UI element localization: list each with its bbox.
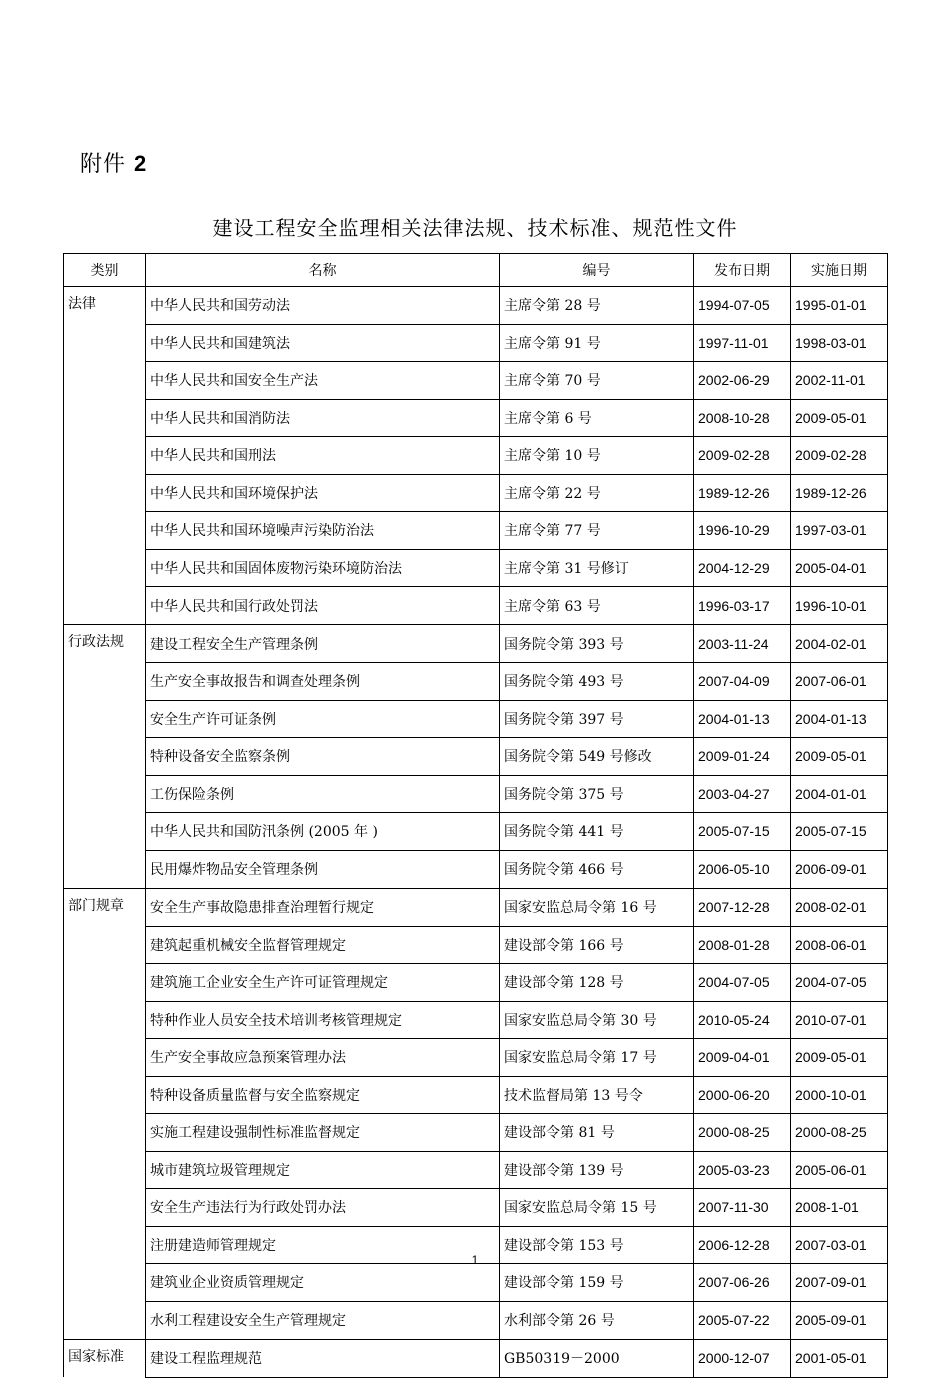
regulations-table xyxy=(63,253,888,1378)
table-row xyxy=(64,663,888,701)
cell-published: 2000-08-25 xyxy=(694,1114,791,1152)
cell-effective: 2000-08-25 xyxy=(791,1114,888,1152)
cell-name: 中华人民共和国防汛条例 (2005 年 ) xyxy=(146,813,500,851)
cell-name: 建筑施工企业安全生产许可证管理规定 xyxy=(146,964,500,1002)
table-row xyxy=(64,1301,888,1339)
table-row xyxy=(64,700,888,738)
cell-effective: 1997-03-01 xyxy=(791,512,888,550)
document-title: 建设工程安全监理相关法律法规、技术标准、规范性文件 xyxy=(212,216,738,240)
cell-code: 国家安监总局令第 17 号 xyxy=(500,1039,694,1077)
cell-code: 技术监督局第 13 号令 xyxy=(500,1076,694,1114)
cell-published: 2009-01-24 xyxy=(694,738,791,776)
cell-effective: 2004-02-01 xyxy=(791,625,888,663)
table-row xyxy=(64,399,888,437)
cell-category: 部门规章 xyxy=(64,888,146,926)
cell-effective: 2005-04-01 xyxy=(791,549,888,587)
table-header-row xyxy=(64,254,888,287)
cell-category xyxy=(64,587,146,625)
cell-category xyxy=(64,850,146,888)
table-row xyxy=(64,850,888,888)
cell-name: 中华人民共和国安全生产法 xyxy=(146,362,500,400)
cell-category xyxy=(64,964,146,1002)
cell-code: 主席令第 63 号 xyxy=(500,587,694,625)
cell-published: 2007-04-09 xyxy=(694,663,791,701)
table-row xyxy=(64,1114,888,1152)
cell-name: 特种设备安全监察条例 xyxy=(146,738,500,776)
cell-code: 主席令第 10 号 xyxy=(500,437,694,475)
cell-code: 主席令第 28 号 xyxy=(500,286,694,324)
cell-code: 建设部令第 81 号 xyxy=(500,1114,694,1152)
table-row xyxy=(64,1039,888,1077)
cell-category: 法律 xyxy=(64,286,146,324)
cell-published: 2005-07-22 xyxy=(694,1301,791,1339)
cell-name: 特种作业人员安全技术培训考核管理规定 xyxy=(146,1001,500,1039)
table-row xyxy=(64,888,888,926)
cell-effective: 2007-03-01 xyxy=(791,1226,888,1264)
table-row xyxy=(64,1264,888,1302)
cell-effective: 2008-06-01 xyxy=(791,926,888,964)
table-row xyxy=(64,1001,888,1039)
cell-category xyxy=(64,474,146,512)
cell-effective: 2010-07-01 xyxy=(791,1001,888,1039)
table-row xyxy=(64,813,888,851)
cell-effective: 2009-05-01 xyxy=(791,738,888,776)
cell-category xyxy=(64,926,146,964)
table-row xyxy=(64,1189,888,1227)
cell-code: 主席令第 31 号修订 xyxy=(500,549,694,587)
table-row xyxy=(64,587,888,625)
table-row xyxy=(64,286,888,324)
attachment-label: 附件 xyxy=(80,152,127,177)
cell-category xyxy=(64,1264,146,1302)
cell-name: 实施工程建设强制性标准监督规定 xyxy=(146,1114,500,1152)
table-row xyxy=(64,362,888,400)
cell-code: 建设部令第 153 号 xyxy=(500,1226,694,1264)
header-published: 发布日期 xyxy=(694,254,791,287)
cell-category xyxy=(64,362,146,400)
table-row xyxy=(64,1076,888,1114)
cell-name: 中华人民共和国固体废物污染环境防治法 xyxy=(146,549,500,587)
cell-effective: 1995-01-01 xyxy=(791,286,888,324)
cell-effective: 2009-05-01 xyxy=(791,399,888,437)
cell-name: 生产安全事故报告和调查处理条例 xyxy=(146,663,500,701)
cell-name: 中华人民共和国消防法 xyxy=(146,399,500,437)
cell-published: 2003-11-24 xyxy=(694,625,791,663)
cell-code: 国务院令第 549 号修改 xyxy=(500,738,694,776)
cell-published: 2009-02-28 xyxy=(694,437,791,475)
cell-category xyxy=(64,399,146,437)
cell-name: 建筑起重机械安全监督管理规定 xyxy=(146,926,500,964)
cell-code: 国家安监总局令第 16 号 xyxy=(500,888,694,926)
cell-name: 建筑业企业资质管理规定 xyxy=(146,1264,500,1302)
cell-category xyxy=(64,663,146,701)
cell-effective: 2005-07-15 xyxy=(791,813,888,851)
cell-effective: 2002-11-01 xyxy=(791,362,888,400)
cell-published: 1989-12-26 xyxy=(694,474,791,512)
table-body xyxy=(64,286,888,1377)
cell-code: 建设部令第 139 号 xyxy=(500,1151,694,1189)
cell-code: 国家安监总局令第 15 号 xyxy=(500,1189,694,1227)
cell-effective: 2001-05-01 xyxy=(791,1339,888,1377)
cell-category xyxy=(64,813,146,851)
cell-category xyxy=(64,1076,146,1114)
cell-category: 行政法规 xyxy=(64,625,146,663)
header-category: 类别 xyxy=(64,254,146,287)
cell-published: 2003-04-27 xyxy=(694,775,791,813)
cell-name: 中华人民共和国行政处罚法 xyxy=(146,587,500,625)
cell-code: GB50319－2000 xyxy=(500,1339,694,1377)
attachment-number: 2 xyxy=(134,151,148,176)
cell-name: 民用爆炸物品安全管理条例 xyxy=(146,850,500,888)
cell-effective: 2008-1-01 xyxy=(791,1189,888,1227)
cell-code: 国务院令第 493 号 xyxy=(500,663,694,701)
cell-category xyxy=(64,1001,146,1039)
header-name: 名称 xyxy=(146,254,500,287)
cell-published: 1997-11-01 xyxy=(694,324,791,362)
cell-category xyxy=(64,1151,146,1189)
cell-effective: 2005-09-01 xyxy=(791,1301,888,1339)
cell-effective: 2009-02-28 xyxy=(791,437,888,475)
cell-published: 2008-01-28 xyxy=(694,926,791,964)
cell-name: 中华人民共和国刑法 xyxy=(146,437,500,475)
cell-code: 主席令第 70 号 xyxy=(500,362,694,400)
cell-name: 生产安全事故应急预案管理办法 xyxy=(146,1039,500,1077)
cell-category xyxy=(64,1114,146,1152)
table-row xyxy=(64,512,888,550)
table-row xyxy=(64,926,888,964)
cell-published: 2002-06-29 xyxy=(694,362,791,400)
cell-category xyxy=(64,1301,146,1339)
cell-published: 2009-04-01 xyxy=(694,1039,791,1077)
cell-code: 主席令第 6 号 xyxy=(500,399,694,437)
cell-code: 国务院令第 393 号 xyxy=(500,625,694,663)
cell-category xyxy=(64,437,146,475)
attachment-heading xyxy=(80,147,147,178)
cell-category xyxy=(64,775,146,813)
cell-effective: 2007-09-01 xyxy=(791,1264,888,1302)
table-row xyxy=(64,1151,888,1189)
cell-effective: 1996-10-01 xyxy=(791,587,888,625)
table-row xyxy=(64,964,888,1002)
table-row xyxy=(64,775,888,813)
cell-published: 2005-07-15 xyxy=(694,813,791,851)
cell-code: 主席令第 77 号 xyxy=(500,512,694,550)
cell-name: 中华人民共和国建筑法 xyxy=(146,324,500,362)
cell-code: 国务院令第 441 号 xyxy=(500,813,694,851)
cell-category xyxy=(64,549,146,587)
cell-code: 国务院令第 397 号 xyxy=(500,700,694,738)
cell-effective: 1998-03-01 xyxy=(791,324,888,362)
cell-published: 2005-03-23 xyxy=(694,1151,791,1189)
table-row xyxy=(64,738,888,776)
cell-category: 国家标准 xyxy=(64,1339,146,1377)
cell-published: 2004-07-05 xyxy=(694,964,791,1002)
cell-effective: 2007-06-01 xyxy=(791,663,888,701)
cell-published: 2000-06-20 xyxy=(694,1076,791,1114)
cell-effective: 2006-09-01 xyxy=(791,850,888,888)
cell-code: 国家安监总局令第 30 号 xyxy=(500,1001,694,1039)
cell-name: 安全生产事故隐患排查治理暂行规定 xyxy=(146,888,500,926)
cell-name: 中华人民共和国环境保护法 xyxy=(146,474,500,512)
cell-effective: 2009-05-01 xyxy=(791,1039,888,1077)
cell-published: 2006-12-28 xyxy=(694,1226,791,1264)
cell-published: 1994-07-05 xyxy=(694,286,791,324)
cell-code: 国务院令第 466 号 xyxy=(500,850,694,888)
cell-published: 1996-10-29 xyxy=(694,512,791,550)
cell-published: 2004-12-29 xyxy=(694,549,791,587)
cell-category xyxy=(64,738,146,776)
cell-effective: 2004-07-05 xyxy=(791,964,888,1002)
table-row xyxy=(64,474,888,512)
cell-code: 建设部令第 166 号 xyxy=(500,926,694,964)
cell-code: 水利部令第 26 号 xyxy=(500,1301,694,1339)
cell-effective: 2008-02-01 xyxy=(791,888,888,926)
cell-published: 1996-03-17 xyxy=(694,587,791,625)
header-effective: 实施日期 xyxy=(791,254,888,287)
cell-name: 城市建筑垃圾管理规定 xyxy=(146,1151,500,1189)
cell-code: 建设部令第 159 号 xyxy=(500,1264,694,1302)
table-row xyxy=(64,324,888,362)
cell-category xyxy=(64,700,146,738)
cell-effective: 2004-01-13 xyxy=(791,700,888,738)
cell-effective: 2005-06-01 xyxy=(791,1151,888,1189)
cell-category xyxy=(64,1039,146,1077)
cell-name: 工伤保险条例 xyxy=(146,775,500,813)
table-row xyxy=(64,437,888,475)
cell-effective: 2004-01-01 xyxy=(791,775,888,813)
cell-published: 2004-01-13 xyxy=(694,700,791,738)
cell-category xyxy=(64,324,146,362)
cell-code: 国务院令第 375 号 xyxy=(500,775,694,813)
table-row xyxy=(64,625,888,663)
cell-name: 建设工程安全生产管理条例 xyxy=(146,625,500,663)
cell-published: 2007-12-28 xyxy=(694,888,791,926)
cell-name: 安全生产违法行为行政处罚办法 xyxy=(146,1189,500,1227)
header-code: 编号 xyxy=(500,254,694,287)
page-number: 1 xyxy=(471,1253,479,1267)
table-row xyxy=(64,549,888,587)
cell-published: 2007-06-26 xyxy=(694,1264,791,1302)
cell-effective: 2000-10-01 xyxy=(791,1076,888,1114)
cell-published: 2008-10-28 xyxy=(694,399,791,437)
cell-name: 中华人民共和国劳动法 xyxy=(146,286,500,324)
cell-name: 中华人民共和国环境噪声污染防治法 xyxy=(146,512,500,550)
cell-name: 特种设备质量监督与安全监察规定 xyxy=(146,1076,500,1114)
cell-code: 主席令第 22 号 xyxy=(500,474,694,512)
cell-code: 主席令第 91 号 xyxy=(500,324,694,362)
cell-name: 安全生产许可证条例 xyxy=(146,700,500,738)
cell-category xyxy=(64,1189,146,1227)
cell-code: 建设部令第 128 号 xyxy=(500,964,694,1002)
cell-published: 2000-12-07 xyxy=(694,1339,791,1377)
cell-published: 2007-11-30 xyxy=(694,1189,791,1227)
cell-name: 水利工程建设安全生产管理规定 xyxy=(146,1301,500,1339)
cell-name: 建设工程监理规范 xyxy=(146,1339,500,1377)
cell-name: 注册建造师管理规定 xyxy=(146,1226,500,1264)
cell-published: 2010-05-24 xyxy=(694,1001,791,1039)
cell-published: 2006-05-10 xyxy=(694,850,791,888)
cell-category xyxy=(64,512,146,550)
cell-effective: 1989-12-26 xyxy=(791,474,888,512)
